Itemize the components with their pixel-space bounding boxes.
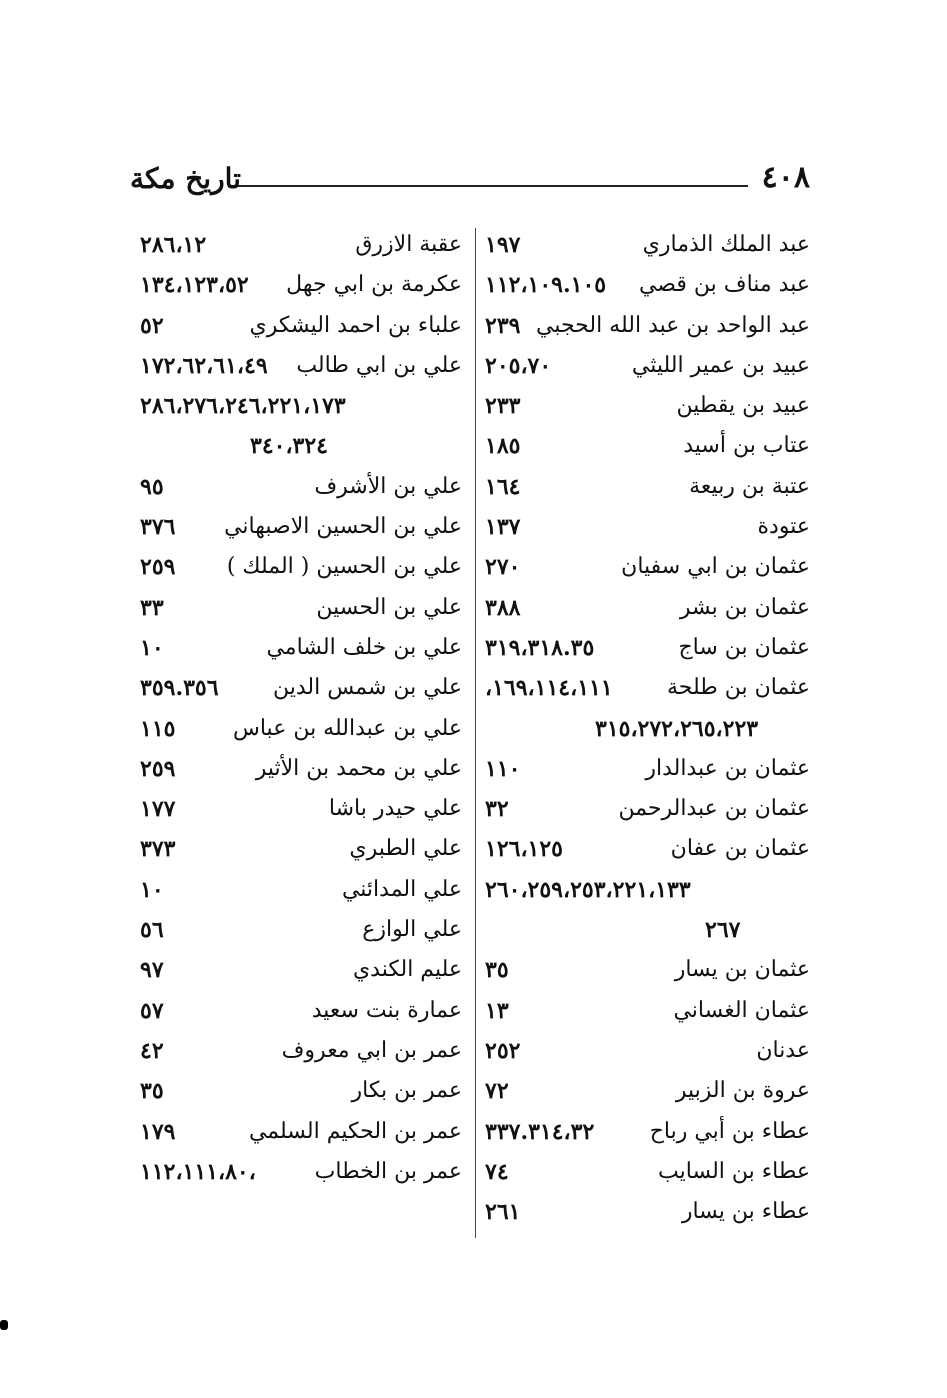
entry-pages: ٩٧ [140,957,164,984]
index-entry [485,832,810,872]
index-entry [485,631,810,671]
entry-name: عبيد بن يقطين [676,393,810,419]
entry-name: عبيد بن عمير الليثي [631,352,810,378]
entry-name: عثمان بن عفان [670,836,810,862]
entry-name: عثمان الغساني [673,997,810,1023]
entry-name: عطاء بن يسار [681,1199,810,1225]
entry-name: عبد مناف بن قصي [638,272,810,298]
entry-pages: ٢٦٠،٢٥٩،٢٥٣،٢٢١،١٣٣ [485,876,691,903]
entry-pages: ٩٥ [140,473,164,500]
entry-name: عطاء بن أبي رباح [649,1118,810,1144]
entry-pages: ٣٥ [485,957,509,984]
entry-pages: ١٢٦،١٢٥ [485,836,563,863]
entry-pages: ٣٢ [485,796,509,823]
entry-pages: ٢٥٩ [140,554,176,581]
index-entry [140,550,462,590]
entry-pages: ١٦٩،١١٤،١١١، [485,675,613,702]
entry-pages: ١٧٢،٦٢،٦١،٤٩ [140,352,268,379]
entry-name: علي بن محمد بن الأثير [255,755,462,781]
entry-name: عليم الكندي [352,957,462,983]
index-entry [140,1115,462,1155]
index-entry [485,712,810,752]
index-entry [140,470,462,510]
entry-pages: ٥٦ [140,917,164,944]
index-entry [485,429,810,469]
index-entry [485,510,810,550]
entry-name: عتودة [757,514,810,540]
entry-name: علي الطبري [349,836,462,862]
index-entry [485,913,810,953]
index-entry [485,792,810,832]
index-entry [140,389,462,429]
index-entry [485,671,810,711]
entry-name: علي بن الحسين ( الملك ) [226,554,462,580]
index-entry [485,591,810,631]
entry-pages: ٢٧٠ [485,554,521,581]
entry-name: عمارة بنت سعيد [311,997,462,1023]
entry-pages: ٤٢ [140,1037,164,1064]
index-entry [485,389,810,429]
index-entry [140,1155,462,1195]
entry-name: عطاء بن السايب [658,1158,810,1184]
entry-pages: ١٨٥ [485,433,521,460]
index-entry [485,268,810,308]
page-number: ٤٠٨ [761,160,810,195]
entry-pages: ٢٠٥،٧٠ [485,352,552,379]
entry-pages: ١٦٤ [485,473,521,500]
entry-name: عمر بن الخطاب [314,1158,462,1184]
entry-name: عمر بن بكار [351,1078,462,1104]
entry-name: عمر بن ابي معروف [281,1037,462,1063]
entry-name: عثمان بن عبدالدار [645,755,810,781]
entry-pages: ١٠ [140,876,164,903]
entry-pages: ١٧٧ [140,796,176,823]
index-entry [140,792,462,832]
entry-name: علي المدائني [341,876,462,902]
entry-pages: ٣٣ [140,594,164,621]
index-entry [140,631,462,671]
entry-pages: ،١١٢،١١١،٨٠ [140,1158,256,1185]
index-entry [140,349,462,389]
entry-pages: ٣١٩،٣١٨.٣٥ [485,634,595,661]
entry-pages: ١١٥ [140,715,176,742]
index-entry [485,1155,810,1195]
entry-name: علي بن عبدالله بن عباس [233,715,462,741]
index-column-left [140,228,462,1195]
entry-name: علي بن الأشرف [314,473,462,499]
entry-name: علي الوازع [362,917,462,943]
entry-name: عقبة الازرق [355,232,462,257]
entry-name: علي بن خلف الشامي [266,634,462,660]
entry-pages: ٣٨٨ [485,594,521,621]
entry-pages: ٧٤ [485,1158,509,1185]
entry-pages: ٢٥٢ [485,1037,521,1064]
entry-pages: ٣٧٦ [140,514,176,541]
entry-name: علي بن الحسين [316,594,462,620]
entry-pages: ٧٢ [485,1078,509,1105]
entry-name: عثمان بن ابي سفيان [621,554,810,580]
index-entry [140,510,462,550]
index-entry [485,470,810,510]
entry-name: عتاب بن أسيد [683,433,810,459]
entry-pages: ٣٥٩.٣٥٦ [140,675,219,702]
margin-mark [0,1320,8,1330]
index-entry [485,1115,810,1155]
entry-pages: ١٣ [485,997,509,1024]
entry-pages: ١٩٧ [485,232,521,258]
index-entry [140,953,462,993]
entry-name: عروة بن الزبير [675,1078,810,1104]
entry-name: علي بن شمس الدين [272,675,462,701]
index-entry [140,994,462,1034]
entry-pages: ١٧٩ [140,1118,176,1145]
index-entry [485,1195,810,1235]
entry-pages: ٥٢ [140,312,164,339]
entry-name: علي بن ابي طالب [296,352,462,378]
entry-name: علي بن الحسين الاصبهاني [224,514,462,540]
entry-pages: ١١٢،١٠٩.١٠٥ [485,272,607,299]
index-entry [140,1034,462,1074]
index-entry [140,268,462,308]
entry-pages: ٢٦١ [485,1199,521,1226]
entry-pages: ٢٨٦،١٢ [140,232,207,258]
entry-pages: ٢٨٦،٢٧٦،٢٤٦،٢٢١،١٧٣ [140,393,346,420]
index-entry [485,1034,810,1074]
entry-pages: ٣٧٣ [140,836,176,863]
index-entry [485,752,810,792]
entry-name: عتبة بن ربيعة [689,473,810,499]
header-rule [232,185,748,187]
entry-name: عثمان بن يسار [674,957,810,983]
entry-pages: ٢٥٩ [140,755,176,782]
entry-pages: ٥٧ [140,997,164,1024]
index-entry [140,591,462,631]
entry-name: عثمان بن عبدالرحمن [618,796,810,822]
index-entry [140,752,462,792]
entry-name: عبد الملك الذماري [642,232,810,257]
index-entry [140,1074,462,1114]
page-header [130,160,810,200]
entry-name: عمر بن الحكيم السلمي [248,1118,462,1144]
index-entry [485,994,810,1034]
entry-pages: ٣١٥،٢٧٢،٢٦٥،٢٢٣ [595,715,759,742]
index-entry [485,228,810,268]
entry-pages: ٣٥ [140,1078,164,1105]
index-entry [485,1074,810,1114]
index-entry [140,228,462,268]
index-entry [140,429,462,469]
index-entry [140,873,462,913]
entry-name: عثمان بن ساج [678,634,810,660]
index-entry [140,671,462,711]
index-entry [140,712,462,752]
index-entry [140,309,462,349]
index-entry [485,550,810,590]
entry-name: علي حيدر باشا [328,796,462,822]
index-column-right [485,228,810,1235]
column-divider [475,228,476,1238]
index-entry [140,913,462,953]
entry-pages: ٢٣٣ [485,393,521,420]
entry-name: علباء بن احمد اليشكري [249,312,462,338]
entry-pages: ١١٠ [485,755,521,782]
entry-pages: ٣٤٠،٣٢٤ [250,433,328,460]
index-entry [485,349,810,389]
index-entry [140,832,462,872]
entry-pages: ١٣٤،١٢٣،٥٢ [140,272,249,299]
entry-pages: ٢٦٧ [705,917,741,944]
index-entry [485,309,810,349]
entry-name: عثمان بن طلحة [667,675,810,701]
entry-name: عكرمة بن ابي جهل [286,272,462,298]
entry-name: عدنان [756,1037,810,1063]
book-title: تاريخ مكة [130,162,241,195]
index-entry [485,873,810,913]
entry-pages: ٣٣٧.٣١٤،٣٢ [485,1118,595,1145]
entry-pages: ٢٣٩ [485,312,521,339]
index-entry [485,953,810,993]
entry-pages: ١٣٧ [485,514,521,541]
entry-name: عبد الواحد بن عبد الله الحجبي [536,312,810,338]
entry-pages: ١٠ [140,634,164,661]
entry-name: عثمان بن بشر [679,594,810,620]
